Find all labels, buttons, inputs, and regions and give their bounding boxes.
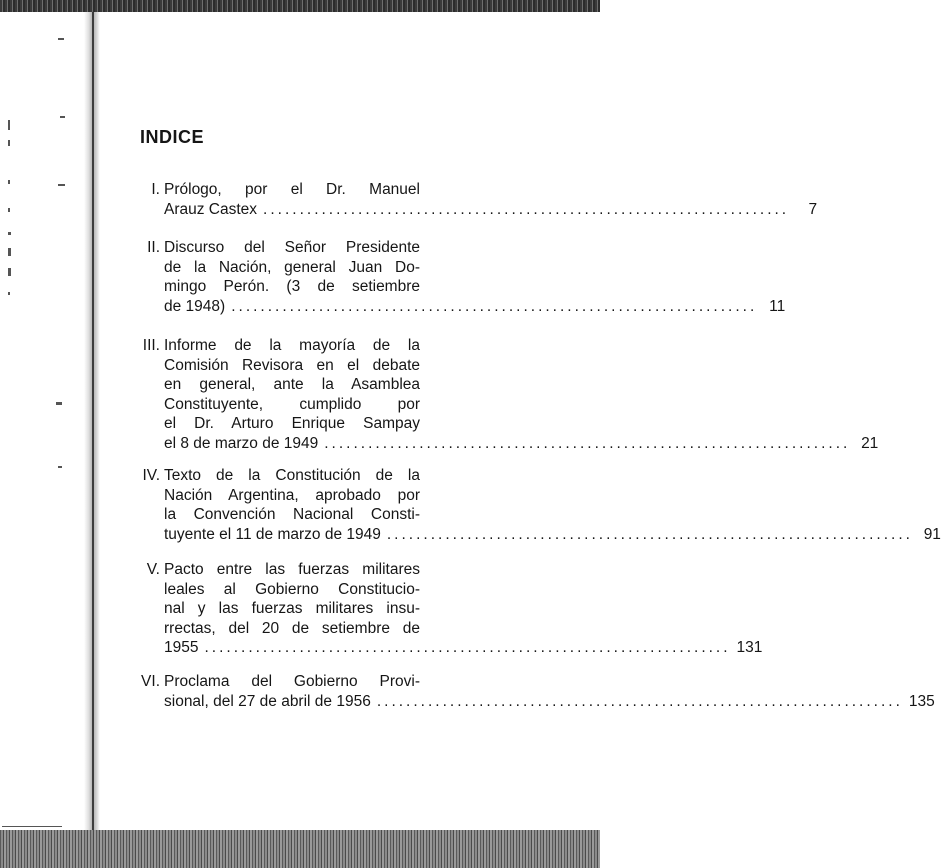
entry-line: Proclama del Gobierno Provi- — [164, 673, 420, 690]
scan-top-edge — [0, 0, 600, 12]
entry-text — [164, 336, 879, 454]
entry-last-row — [164, 525, 941, 545]
entry-number: II. — [147, 239, 160, 256]
scan-bottom-edge — [0, 830, 600, 868]
entry-line: Texto de la Constitución de la — [164, 467, 420, 484]
page-number: 135 — [908, 692, 935, 710]
entry-number: VI. — [141, 673, 160, 690]
dot-leader: ........................................................................ — [376, 692, 903, 710]
entry-number: III. — [142, 337, 160, 354]
entry-number: IV. — [142, 467, 160, 484]
book-gutter-line — [92, 12, 94, 830]
entry-last-row — [164, 434, 879, 454]
entry-line: mingo Perón. (3 de setiembre — [164, 278, 420, 296]
entry-line: rrectas, del 20 de setiembre de — [164, 619, 420, 637]
entry-line: de la Nación, general Juan Do- — [164, 258, 420, 276]
page-number: 11 — [769, 297, 786, 315]
entry-line: la Convención Nacional Consti- — [164, 506, 420, 524]
page-title: INDICE — [140, 127, 205, 147]
entry-text — [164, 466, 941, 544]
entry-line: Nación Argentina, aprobado por — [164, 486, 420, 504]
entry-line: Constituyente, cumplido por — [164, 395, 420, 413]
entry-last-row — [164, 297, 786, 317]
entry-number: I. — [151, 181, 160, 198]
dot-leader: ........................................................................ — [204, 639, 731, 657]
entry-line: 1955 — [164, 639, 199, 657]
page-number: 91 — [923, 525, 941, 543]
entry-last-row — [164, 692, 935, 712]
entry-text — [164, 672, 935, 711]
page-number: 21 — [861, 434, 879, 452]
entry-text — [164, 560, 763, 658]
entry-line: Pacto entre las fuerzas militares — [164, 561, 420, 578]
dot-leader: ........................................................................ — [324, 434, 851, 452]
entry-text — [164, 180, 818, 219]
entry-line: Prólogo, por el Dr. Manuel — [164, 181, 420, 198]
entry-line: leales al Gobierno Constitucio- — [164, 580, 420, 598]
dot-leader: ........................................................................ — [386, 525, 913, 543]
entry-line: Comisión Revisora en el debate — [164, 356, 420, 374]
dot-leader: ........................................................................ — [231, 297, 758, 315]
entry-line: de 1948) — [164, 297, 226, 315]
page-number: 7 — [808, 200, 818, 218]
entry-line: tuyente el 11 de marzo de 1949 — [164, 525, 381, 543]
entry-last-row — [164, 200, 818, 220]
page-number: 131 — [736, 639, 763, 657]
entry-line: en general, ante la Asamblea — [164, 376, 420, 394]
entry-line: Arauz Castex — [164, 200, 258, 218]
entry-number: V. — [146, 561, 160, 578]
entry-line: sional, del 27 de abril de 1956 — [164, 692, 371, 710]
entry-line: nal y las fuerzas militares insu- — [164, 600, 420, 618]
entry-text — [164, 238, 786, 316]
margin-specks — [0, 12, 80, 830]
dot-leader: ........................................................................ — [263, 200, 790, 218]
entry-line: Informe de la mayoría de la — [164, 337, 420, 354]
entry-line: Discurso del Señor Presidente — [164, 239, 420, 256]
entry-last-row — [164, 638, 763, 658]
entry-line: el Dr. Arturo Enrique Sampay — [164, 415, 420, 433]
entry-line: el 8 de marzo de 1949 — [164, 434, 319, 452]
